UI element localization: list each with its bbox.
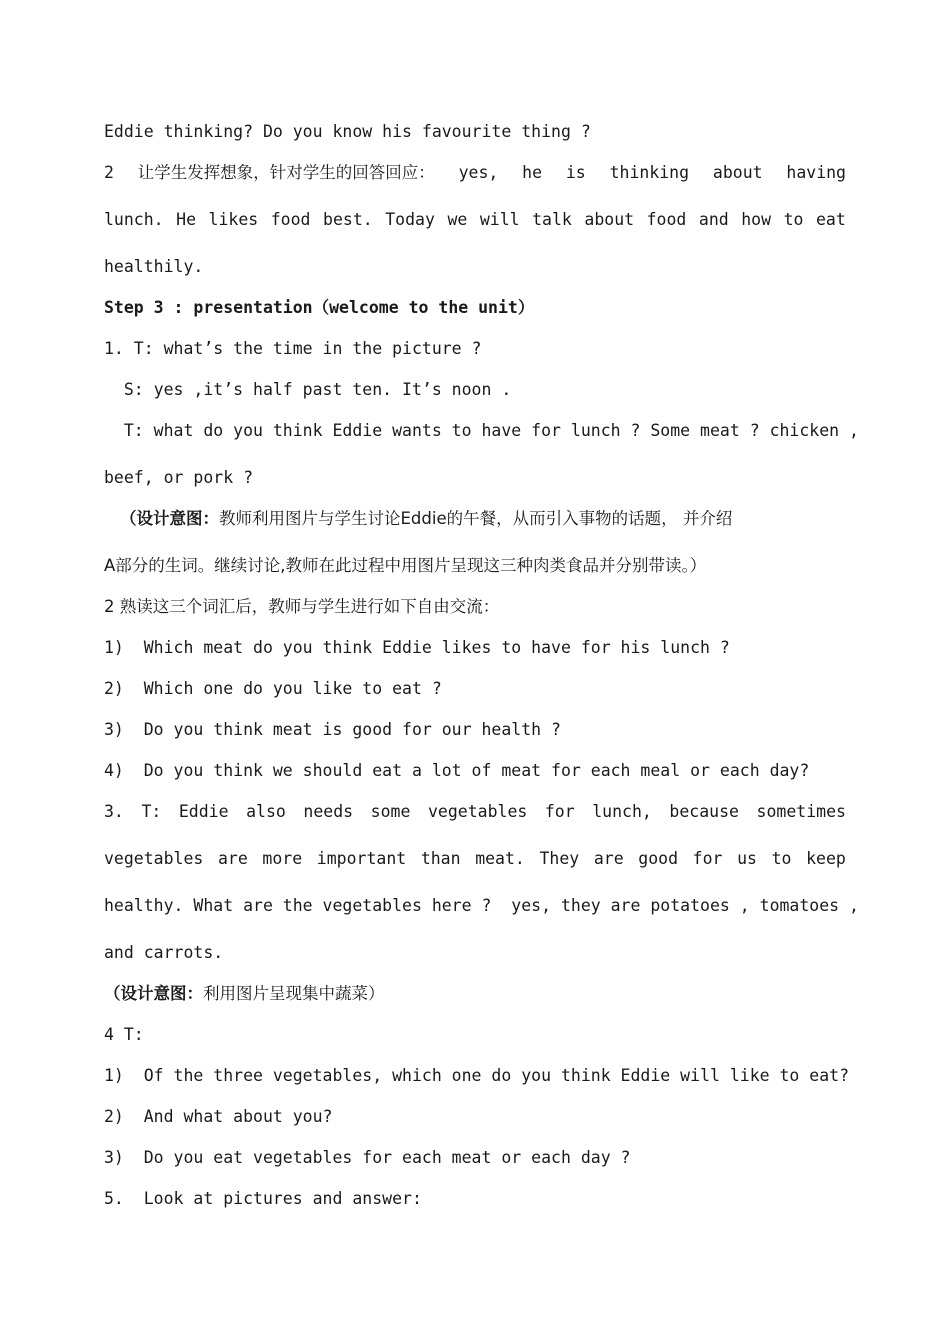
text-line: T: what do you think Eddie wants to have for lunch ? Some meat ? chicken , xyxy=(104,421,859,440)
word: to xyxy=(771,849,792,868)
word: lunch, xyxy=(592,802,652,821)
word: having xyxy=(786,163,846,182)
list-item: 1) Which meat do you think Eddie likes to have for his lunch ? xyxy=(104,638,730,657)
word: us xyxy=(737,849,757,868)
design-intent-label: （设计意图： xyxy=(120,509,219,528)
word: eat xyxy=(815,210,846,229)
word: meat. xyxy=(475,849,525,868)
word: food xyxy=(270,210,311,229)
word: sometimes xyxy=(756,802,846,821)
word: than xyxy=(420,849,461,868)
word: is xyxy=(565,163,586,182)
section-heading: Step 3 : presentation（welcome to the unit） xyxy=(104,298,535,317)
word: are xyxy=(593,849,624,868)
word: good xyxy=(638,849,679,868)
word: 让学生发挥想象，针对学生的回答回应： xyxy=(137,163,435,182)
word: some xyxy=(370,802,411,821)
design-intent-text: 利用图片呈现集中蔬菜） xyxy=(203,984,385,1003)
word: about xyxy=(584,210,635,229)
word: best. xyxy=(323,210,373,229)
list-item: 3) Do you think meat is good for our health ? xyxy=(104,720,561,739)
word: Today xyxy=(385,210,435,229)
word: about xyxy=(712,163,763,182)
word: he xyxy=(522,163,543,182)
design-intent-line xyxy=(120,509,732,529)
word: for xyxy=(544,802,575,821)
text-line: healthily. xyxy=(104,257,204,276)
word: lunch. xyxy=(104,210,164,229)
text-line: A部分的生词。继续讨论,教师在此过程中用图片呈现这三种肉类食品并分别带读。） xyxy=(104,556,707,575)
word: 3. xyxy=(104,802,124,821)
list-item: 2) Which one do you like to eat ? xyxy=(104,679,442,698)
word: are xyxy=(217,849,248,868)
word: Eddie xyxy=(178,802,229,821)
list-item: 4) Do you think we should eat a lot of meat for each meal or each day? xyxy=(104,761,810,780)
word: talk xyxy=(532,210,572,229)
word: more xyxy=(262,849,303,868)
word: to xyxy=(783,210,804,229)
word: T: xyxy=(141,802,162,821)
word: yes, xyxy=(458,163,499,182)
design-intent-text: 教师利用图片与学生讨论Eddie的午餐，从而引入事物的话题， 并介绍 xyxy=(219,509,733,528)
word: food xyxy=(646,210,687,229)
text-line: healthy. What are the vegetables here ? yes, they are potatoes , tomatoes , xyxy=(104,896,859,915)
word: keep xyxy=(806,849,846,868)
text-line-justified xyxy=(104,210,846,230)
word: likes xyxy=(208,210,259,229)
list-item: 1) Of the three vegetables, which one do you think Eddie will like to eat? xyxy=(104,1066,850,1085)
text-line: beef, or pork ? xyxy=(104,468,254,487)
word: because xyxy=(669,802,739,821)
text-line: Eddie thinking? Do you know his favourite thing ? xyxy=(104,122,591,141)
text-line-justified xyxy=(104,802,846,822)
word: also xyxy=(246,802,286,821)
text-line: 4 T: xyxy=(104,1025,144,1044)
word: and xyxy=(698,210,729,229)
design-intent-line xyxy=(104,984,385,1004)
word: He xyxy=(176,210,197,229)
word: needs xyxy=(303,802,354,821)
word: vegetables xyxy=(104,849,204,868)
text-line: 2 熟读这三个词汇后，教师与学生进行如下自由交流： xyxy=(104,597,500,616)
text-line: and carrots. xyxy=(104,943,224,962)
text-line: S: yes ,it’s half past ten. It’s noon . xyxy=(104,380,512,399)
text-line: 1. T: what’s the time in the picture ? xyxy=(104,339,482,358)
word: will xyxy=(479,210,520,229)
text-line-justified xyxy=(104,163,846,183)
text-line-justified xyxy=(104,849,846,869)
word: for xyxy=(692,849,723,868)
list-item: 5. Look at pictures and answer: xyxy=(104,1189,422,1208)
word: They xyxy=(539,849,580,868)
word: thinking xyxy=(609,163,690,182)
list-item: 3) Do you eat vegetables for each meat or each day ? xyxy=(104,1148,631,1167)
list-item: 2) And what about you? xyxy=(104,1107,333,1126)
word: important xyxy=(316,849,407,868)
word: how xyxy=(741,210,772,229)
word: vegetables xyxy=(427,802,528,821)
design-intent-label: （设计意图： xyxy=(104,984,203,1003)
word: 2 xyxy=(104,163,114,182)
word: we xyxy=(447,210,468,229)
